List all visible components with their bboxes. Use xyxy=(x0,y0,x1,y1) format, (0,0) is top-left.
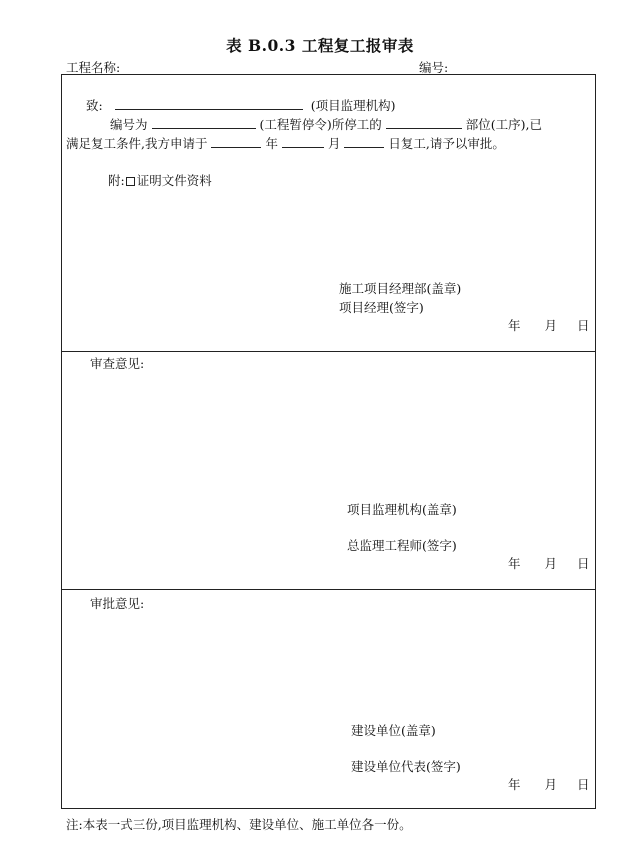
section-divider-1 xyxy=(62,351,595,352)
owner-seal-label: 建设单位(盖章) xyxy=(351,723,436,738)
attachment-prefix: 附: xyxy=(108,173,125,188)
month-label: 月 xyxy=(327,136,341,151)
line3-prefix: 满足复工条件,我方申请于 xyxy=(66,136,208,151)
approval-opinion-heading: 审批意见: xyxy=(90,596,145,611)
section1-date xyxy=(508,316,590,334)
form-title: 表 B.0.3 工程复工报审表 xyxy=(226,36,414,55)
footnote: 注:本表一式三份,项目监理机构、建设单位、施工单位各一份。 xyxy=(66,817,412,832)
date-year: 年 xyxy=(508,777,521,792)
section2-date xyxy=(508,554,590,572)
date-year: 年 xyxy=(508,556,521,571)
attachment-checkbox[interactable] xyxy=(126,177,135,186)
supervisor-org-blank[interactable] xyxy=(115,97,303,110)
date-month: 月 xyxy=(544,318,558,333)
date-month: 月 xyxy=(544,556,558,571)
review-opinion-heading: 审查意见: xyxy=(90,356,145,371)
attachment-line xyxy=(108,171,212,189)
addressee-line xyxy=(86,96,395,114)
contractor-seal-label: 施工项目经理部(盖章) xyxy=(339,281,462,296)
date-day: 日 xyxy=(577,777,590,792)
line2-mid2: 部位(工序),已 xyxy=(465,117,542,132)
number-label: 编号: xyxy=(419,60,449,75)
year-label: 年 xyxy=(265,136,278,151)
date-day: 日 xyxy=(577,556,590,571)
resume-date-line xyxy=(66,134,505,152)
section-divider-2 xyxy=(62,589,595,590)
date-month: 月 xyxy=(544,777,558,792)
line2-mid1: (工程暂停令)所停工的 xyxy=(259,117,382,132)
project-name-label: 工程名称: xyxy=(66,60,121,75)
month-blank[interactable] xyxy=(282,135,324,148)
date-day: 日 xyxy=(577,318,590,333)
to-suffix: (项目监理机构) xyxy=(310,98,396,113)
stop-order-line xyxy=(110,115,542,133)
day-suffix: 日复工,请予以审批。 xyxy=(388,136,505,151)
day-blank[interactable] xyxy=(344,135,384,148)
section3-date xyxy=(508,775,590,793)
attachment-item: 证明文件资料 xyxy=(136,173,212,188)
chief-engineer-sign-label: 总监理工程师(签字) xyxy=(347,538,457,553)
to-prefix: 致: xyxy=(86,98,103,113)
project-manager-sign-label: 项目经理(签字) xyxy=(339,300,424,315)
order-number-blank[interactable] xyxy=(152,116,256,129)
date-year: 年 xyxy=(508,318,521,333)
line2-prefix: 编号为 xyxy=(110,117,148,132)
owner-rep-sign-label: 建设单位代表(签字) xyxy=(351,759,461,774)
year-blank[interactable] xyxy=(211,135,261,148)
work-part-blank[interactable] xyxy=(386,116,462,129)
supervisor-seal-label: 项目监理机构(盖章) xyxy=(347,502,457,517)
